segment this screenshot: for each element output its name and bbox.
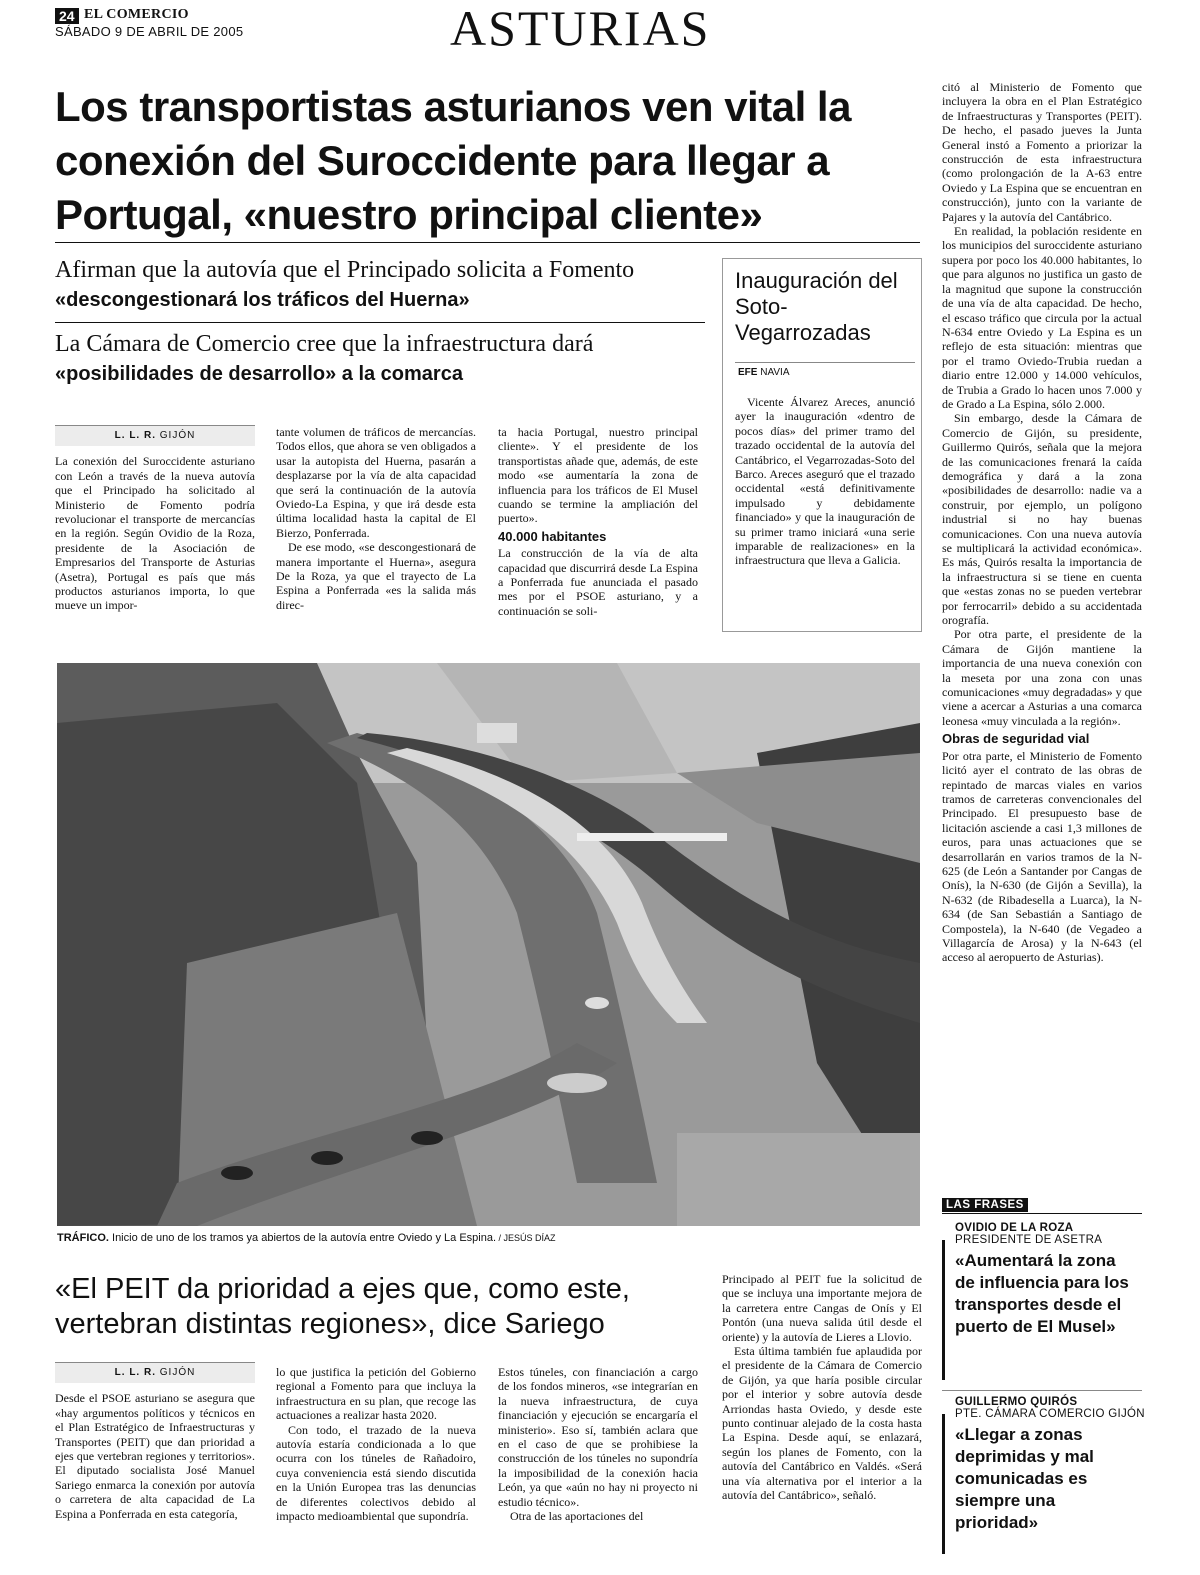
second-article-column-4	[722, 1272, 922, 1503]
subhead-2-text: La Cámara de Comercio cree que la infraestructura dará	[55, 331, 594, 357]
paragraph: Otra de las aportaciones del	[510, 1509, 644, 1524]
main-article-column-3	[498, 425, 698, 618]
frase-item-2	[955, 1396, 1145, 1534]
frases-rule	[942, 1213, 1142, 1214]
newspaper-name: EL COMERCIO	[84, 7, 189, 22]
paragraph: La construcción de la vía de alta capacidad que discurrirá desde La Espina a Ponferrada fue anunciada el pasado mes por el PSOE asturiano, y a continuación se soli-	[498, 546, 698, 618]
main-headline: Los transportistas asturianos ven vital la conexión del Suroccidente para llegar a Portugal, «nuestro principal cliente»	[55, 83, 851, 238]
page-number: 24	[55, 8, 79, 24]
main-article-column-4	[942, 80, 1142, 965]
second-headline: «El PEIT da prioridad a ejes que, como este, vertebran distintas regiones», dice Sariego	[55, 1273, 630, 1340]
sidebar-box-body	[735, 395, 915, 568]
subhead-2	[55, 330, 715, 389]
second-article-column-2	[276, 1365, 476, 1523]
main-article-column-1	[55, 425, 255, 613]
headline-rule	[55, 242, 920, 243]
frase-role: PTE. CÁMARA COMERCIO GIJÓN	[955, 1408, 1145, 1420]
paragraph: lo que justifica la petición del Gobierno regional a Fomento para que incluya la infraestructura en su plan, que recoge las actuaciones a realizar hasta 2020.	[276, 1365, 476, 1423]
frase-bar	[942, 1414, 945, 1554]
paragraph: Desde el PSOE asturiano se asegura que «hay argumentos políticos y técnicos en el Plan Estratégico de Infraestructuras y Transportes (PEIT) que dan prioridad a ejes que vertebran regiones y territorios». El diputado socialista José Manuel Sariego enmarca la conexión por autovía o carretera de alta capacidad de La Espina a Ponferrada en esta categoría,	[55, 1391, 255, 1521]
publication-date: SÁBADO 9 DE ABRIL DE 2005	[55, 24, 244, 39]
frase-speaker: OVIDIO DE LA ROZA	[955, 1222, 1074, 1234]
crosshead-habitantes: 40.000 habitantes	[498, 528, 607, 544]
subhead-2-end: a la comarca	[336, 363, 463, 385]
photo-caption	[57, 1232, 920, 1244]
caption-text: Inicio de uno de los tramos ya abiertos de la autovía entre Oviedo y La Espina.	[108, 1232, 497, 1244]
sidebar-box-title: Inauguración del Soto-Vegarrozadas	[735, 268, 898, 345]
second-article-column-1	[55, 1362, 255, 1521]
frase-speaker: GUILLERMO QUIRÓS	[955, 1396, 1078, 1408]
frase-role: PRESIDENTE DE ASETRA	[955, 1234, 1103, 1246]
byline	[55, 425, 255, 446]
subhead-1-quote: «descongestionará los tráficos del Huerna»	[55, 289, 470, 311]
paragraph: De ese modo, «se descongestionará de manera importante el Huerna», asegura De la Roza, ya que el trayecto de La Espina a Ponferrada «es la salida más direc-	[276, 540, 476, 612]
paragraph: Principado al PEIT fue la solicitud de que se incluya una importante mejora de la carretera entre Cangas de Onís y El Pontón (una nueva salida útil desde el oriente) y la autovía de Lieres a Llovio.	[722, 1272, 922, 1344]
agency: EFE	[738, 367, 758, 378]
paragraph: La conexión del Suroccidente asturiano con León a través de la nueva autovía que el Principado ha solicitado al Ministerio de Fomento podría revolucionar el transporte de mercancías en la región. Según Ovidio de la Roza, presidente de la Asociación de Empresarios del Transporte de Asturias (Asetra), Portugal es país que más productos asturianos importa, lo que mueve un impor-	[55, 454, 255, 613]
byline-place: GIJÓN	[159, 430, 196, 441]
frase-bar	[942, 1240, 945, 1380]
paragraph: Por otra parte, el presidente de la Cámara de Gijón mantiene la importancia de una nueva conexión con la meseta por una zona con unas comunicaciones «muy degradadas» y que viene a acercar a Asturias a una comarca leonesa «muy vinculada a la región».	[942, 627, 1142, 728]
byline-name: L. L. R.	[114, 430, 156, 441]
highway-photo-illustration	[57, 663, 920, 1226]
paragraph: Con todo, el trazado de la nueva autovía estaría condicionada a lo que ocurra con los túneles de Rañadoiro, cuya conveniencia está siendo discutida en la Unión Europea tras las denuncias de diferentes colectivos debido al impacto medioambiental que supondría.	[276, 1422, 476, 1524]
frases-label: LAS FRASES	[942, 1198, 1028, 1212]
paragraph: tante volumen de tráficos de mercancías. Todos ellos, que ahora se ven obligados a usar la autopista del Huerna, pasarán a desplazarse por la vía de alta capacidad que será la continuación de la autovía Oviedo-La Espina, y que irá desde esta última localidad hasta la capital de El Bierzo, Ponferrada.	[276, 425, 476, 540]
caption-label: TRÁFICO.	[57, 1232, 109, 1244]
paragraph: Esta última también fue aplaudida por el presidente de la Cámara de Comercio de Gijón, ya que haría posible circular por el interior y sobre autovía desde Arriondas hasta Oviedo, y desde este punto continuar alejado de la costa hasta La Espina. Desde aquí, se enlazará, según los planes de Fomento, con la autovía del Cantábrico en Valdés. «Será una vía alternativa por el interior a la autovía del Cantábrico», señaló.	[722, 1344, 922, 1503]
paragraph: Vicente Álvarez Areces, anunció ayer la inauguración «dentro de pocos días» del primer tramo del trazado occidental de la autovía del Cantábrico, el Vegarrozadas-Soto del Barco. Areces aseguró que el trazado occidental «está definitivamente impulsado y debidamente financiado» y que la inauguración de su primer tramo iniciará «una serie imparable de realizaciones» en la infraestructura que lleva a Galicia.	[735, 395, 915, 568]
paragraph: En realidad, la población residente en los municipios del suroccidente asturiano supera por poco los 40.000 habitantes, lo que para algunos no justifica un gasto de la magnitud que supone la construcción de una vía de alta capacidad. De hecho, el escaso tráfico que circula por la actual N-634 entre Oviedo y La Espina es un reflejo de esta situación: mientras que por el tramo Oviedo-Trubia ruedan a diario entre 12.000 y 14.000 vehículos, de Trubia a Grado lo hacen unos 7.000 y de Grado a La Espina, sólo 2.000.	[942, 224, 1142, 411]
photo-credit: / JESÚS DÍAZ	[496, 1233, 556, 1243]
frase-quote: «Aumentará la zona de influencia para los transportes desde el puerto de El Musel»	[955, 1251, 1129, 1336]
subhead-1	[55, 256, 715, 315]
crosshead-seguridad-vial: Obras de seguridad vial	[942, 731, 1090, 747]
frase-item-1	[955, 1222, 1145, 1338]
byline-place: GIJÓN	[159, 1367, 196, 1378]
paragraph: ta hacia Portugal, nuestro principal cliente». Y el presidente de los transportistas añade que, además, de este modo «se aumentaría la zona de influencia para los tráficos de El Musel cuando se termine la ampliación del puerto».	[498, 425, 698, 526]
subhead-2-quote: «posibilidades de desarrollo»	[55, 363, 337, 385]
section-title: ASTURIAS	[450, 0, 711, 56]
byline	[55, 1362, 255, 1383]
second-article-column-3	[498, 1365, 698, 1523]
paragraph: Por otra parte, el Ministerio de Fomento licitó ayer el contrato de las obras de repintado de marcas viales en varios tramos de carreteras convencionales del Principado. El presupuesto base de licitación asciende a casi 1,3 millones de euros, para unas actuaciones que se desarrollarán en varios tramos de la N-625 (de León a Santander por Cangas de Onís), la N-630 (de Gijón a Sevilla), la N-632 (de Ribadesella a Luarca), la N-634 (de San Sebastián a Santiago de Compostela), la N-640 (de Vegadeo a Villagarcía de Arosa) y la N-643 (el acceso al aeropuerto de Asturias).	[942, 748, 1142, 965]
dateline-place: NAVIA	[760, 367, 790, 378]
paragraph: Sin embargo, desde la Cámara de Comercio de Gijón, su presidente, Guillermo Quirós, señala que la mejora de las comunicaciones frenará la caída demográfica y dará a la zona «posibilidades de desarrollo: nadie va a construir, por ejemplo, un polígono industrial si no hay buenas comunicaciones. Con una nueva autovía se multiplicará la actividad económica». Es más, Quirós resalta la importancia de la infraestructura si se tiene en cuenta que «estas zonas no se pueden vertebrar por ferrocarril» debido a su accidentada orografía.	[942, 411, 1142, 628]
sidebar-box-dateline	[738, 367, 918, 378]
highway-photo	[57, 663, 920, 1226]
frases-divider	[942, 1390, 1142, 1391]
frase-quote: «Llegar a zonas deprimidas y mal comunicadas es siempre una prioridad»	[955, 1425, 1094, 1532]
sidebar-box-rule	[735, 362, 915, 363]
subhead-1-text: Afirman que la autovía que el Principado solicita a Fomento	[55, 257, 635, 283]
byline-name: L. L. R.	[114, 1367, 156, 1378]
paragraph: Estos túneles, con financiación a cargo de los fondos mineros, «se integrarían en la nueva infraestructura, de cuya financiación y ejecución se encargaría el ministerio». Eso sí, también aclara que en el caso de que se prohibiese la construcción de los túneles no supondría la imposibilidad de la conexión hacia León, ya que «aún no hay ni proyecto ni estudio técnico».	[498, 1365, 698, 1509]
main-article-column-2	[276, 425, 476, 612]
subhead-rule	[55, 322, 705, 323]
paragraph: citó al Ministerio de Fomento que incluyera la obra en el Plan Estratégico de Infraestructuras y Transportes (PEIT). De hecho, el pasado jueves la Junta General instó a Fomento a priorizar la construcción de esta infraestructura (como prolongación de la A-63 entre Oviedo y La Espina que se encuentran en construcción), junto con la variante de Pajares y la autovía del Cantábrico.	[942, 80, 1142, 224]
